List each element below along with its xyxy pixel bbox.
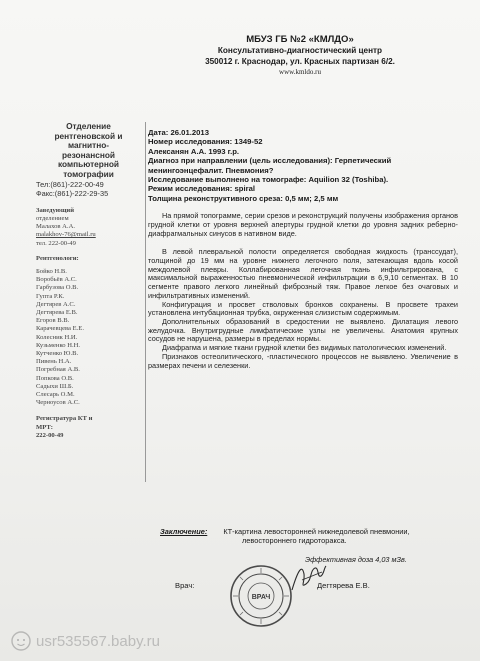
radiologist-name: Кузьменко Н.Н.	[36, 341, 81, 349]
head-name: Малахов А.А.	[36, 223, 75, 231]
radiologist-name: Черноусов А.С.	[36, 399, 80, 407]
radiologists-list	[36, 268, 141, 407]
slice-thickness: Толщина реконструктивного среза: 0,5 мм; 2,5 мм	[148, 193, 339, 203]
radiologists-label: Рентгенологи:	[36, 254, 79, 262]
address: 350012 г. Краснодар, ул. Красных партизан 6/2.	[205, 57, 395, 66]
letterhead	[150, 34, 450, 78]
scanner: Исследование выполнено на томографе: Aquilion 32 (Toshiba).	[148, 175, 389, 185]
diagnosis-line-1: Диагноз при направлении (цель исследования): Герпетический	[148, 156, 392, 166]
head-block	[36, 207, 141, 248]
center-name: Консультативно-диагностический центр	[217, 46, 383, 55]
head-email: malakhov-76@mail.ru	[36, 231, 96, 239]
radiologists-block	[36, 255, 141, 408]
paragraph-diaphragm: Диафрагма и мягкие ткани грудной клетки без видимых патологических изменений.	[162, 343, 447, 353]
effective-dose: Эффективная доза 4,03 мЗв.	[305, 555, 407, 564]
site-watermark	[10, 630, 160, 652]
registry-phone: 222-00-49	[36, 431, 64, 439]
registry-block	[36, 415, 141, 440]
patient-name: Алексанян А.А. 1993 г.р.	[148, 146, 240, 156]
stamp-center-text: ВРАЧ	[251, 594, 271, 601]
department-line: рентгеновской и	[54, 130, 123, 141]
radiologist-name: Слесарь О.М.	[36, 391, 75, 399]
radiologist-name: Бойко Н.В.	[36, 267, 67, 275]
paragraph-mediastinum: Дополнительных образований в средостении не выявлено. Дилатация левого желудочка. Внутригрудные лимфатические узлы не увеличены. Анатомия крупных сосудов не нарушена, размеры в пределах нормы.	[148, 316, 458, 344]
paragraph-topogram: На прямой топограмме, серии срезов и реконструкций получены изображения органов грудной клетки от уровня верхней апертуры грудной клетки до уровня задних реберно-диафрагмальных синусов в нативном виде.	[148, 211, 458, 238]
department-name	[36, 122, 141, 180]
radiologist-name: Гарбузова О.В.	[36, 284, 79, 292]
doctor-label: Врач:	[175, 581, 195, 590]
phone: Тел:(861)-222-00-49	[36, 179, 104, 189]
baby-face-icon	[10, 630, 32, 652]
scan-mode: Режим исследования: spiral	[148, 184, 255, 194]
department-line: резонансной	[61, 149, 116, 160]
watermark-text: usr535567.baby.ru	[36, 632, 160, 650]
radiologist-name: Дегтярев А.С.	[36, 300, 76, 308]
radiologist-name: Воробьёв А.С.	[36, 276, 77, 284]
conclusion-label: Заключение:	[160, 527, 208, 536]
conclusion	[160, 527, 460, 545]
diagnosis-line-2: менингоэнцефалит. Пневмония?	[148, 165, 274, 175]
paragraph-bones: Признаков остеолитического, -пластического процессов не выявлено. Увеличение в размерах печени и селезенки.	[148, 351, 458, 370]
registry-label-2: МРТ:	[36, 423, 53, 431]
registry-label: Регистратура КТ и	[36, 415, 93, 423]
paragraph-pleural: В левой плевральной полости определяется свободная жидкость (транссудат), толщиной до 19 мм на уровне нижнего легочного поля, затекающая вдоль косой междолевой плевры. Коллабированная легочная ткань инфильтрирована, с максимальной выраженностью пневмонической инфильтрации в 6,9,10 сегментах. В 10 сегменте правого легкого линейный фиброзный тяж. Правое легкое без очаговых и инфильтративных изменений.	[148, 247, 458, 300]
department-line: Отделение	[66, 121, 111, 131]
head-phone: тел. 222-00-49	[36, 239, 76, 247]
round-stamp	[228, 563, 294, 634]
radiologist-name: Колесник Н.И.	[36, 333, 78, 341]
radiologist-name: Попкова О.В.	[36, 374, 74, 382]
department-line: томографии	[63, 168, 114, 179]
paragraph-bronchi: Конфигурация и просвет стволовых бронхов сохранены. В просвете трахеи установлена интубационная трубка, окруженная слизистым содержимым.	[148, 299, 458, 318]
radiologist-name: Садыхи Ш.Б.	[36, 382, 74, 390]
column-divider	[145, 122, 146, 482]
department-line: компьютерной	[57, 159, 120, 170]
radiologist-name: Дегтярева Е.В.	[36, 308, 78, 316]
head-label-2: отделением	[36, 214, 69, 222]
report-body	[148, 128, 458, 370]
department-line: магнитно-	[67, 140, 110, 151]
exam-number: Номер исследования: 1349-52	[148, 137, 263, 147]
exam-date: Дата: 26.01.2013	[148, 128, 209, 137]
conclusion-text-2: левостороннего гидроторакса.	[242, 536, 347, 545]
radiologist-name: Егоров В.В.	[36, 317, 70, 325]
institution-name: МБУЗ ГБ №2 «КМЛДО»	[246, 34, 354, 45]
doctor-name: Дегтярева Е.В.	[317, 581, 370, 590]
conclusion-text-1: КТ-картина левосторонней нижнедолевой пневмонии,	[223, 527, 410, 536]
left-column	[36, 122, 141, 440]
website: www.kmldo.ru	[279, 68, 321, 76]
radiologist-name: Кутченко Ю.В.	[36, 350, 79, 357]
radiologist-name: Гупта Р.К.	[36, 292, 65, 300]
radiologist-name: Погребная А.В.	[36, 366, 80, 374]
head-label: Заведующий	[36, 206, 75, 214]
radiologist-name: Пивень Н.А.	[36, 358, 72, 366]
radiologist-name: Карачевцева Е.Е.	[36, 325, 84, 333]
doctor-signature	[288, 560, 328, 601]
fax: Факс:(861)-222-29-35	[36, 189, 109, 199]
